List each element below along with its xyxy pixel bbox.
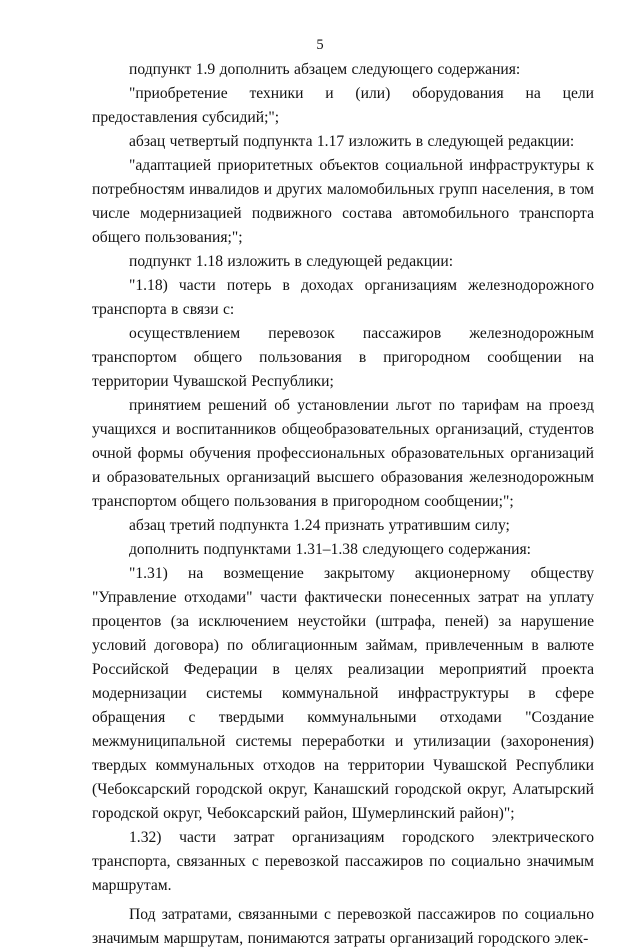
paragraph-1: подпункт 1.9 дополнить абзацем следующего содержания: [129, 61, 521, 78]
document-body [92, 58, 594, 951]
paragraph-13: Под затратами, связанными с перевозкой пассажиров по социально значимым маршрутам, понимаются затраты организаций городского элек- [92, 906, 594, 947]
paragraph-8: принятием решений об установлении льгот по тарифам на проезд учащихся и воспитанников общеобразовательных организаций, студентов очной формы обучения профессиональных образовательных организаций и образовательных организаций высшего образования железнодорожным транспортом общего пользования в пригородном сообщении;"; [92, 397, 594, 510]
paragraph-3: абзац четвертый подпункта 1.17 изложить в следующей редакции: [129, 133, 575, 150]
paragraph-6: "1.18) части потерь в доходах организациям железнодорожного транспорта в связи с: [92, 277, 594, 318]
paragraph-11: "1.31) на возмещение закрытому акционерному обществу "Управление отходами" части фактически понесенных затрат на уплату процентов (за исключением неустойки (штрафа, пеней) за нарушение условий договора) по облигационным займам, привлеченным в валюте Российской Федерации в целях реализации мероприятий проекта модернизации системы коммунальной инфраструктуры в сфере обращения с твердыми коммунальными отходами "Создание межмуниципальной системы переработки и утилизации (захоронения) твердых коммунальных отходов на территории Чувашской Республики (Чебоксарский городской округ, Канашский городской округ, Алатырский городской округ, Чебоксарский район, Шумерлинский район)"; [92, 565, 594, 822]
paragraph-7: осуществлением перевозок пассажиров железнодорожным транспортом общего пользования в пригородном сообщении на территории Чувашской Республики; [92, 325, 594, 390]
paragraph-5: подпункт 1.18 изложить в следующей редакции: [129, 253, 454, 270]
paragraph-2: "приобретение техники и (или) оборудования на цели предоставления субсидий;"; [92, 85, 594, 126]
paragraph-4: "адаптацией приоритетных объектов социальной инфраструктуры к потребностям инвалидов и других маломобильных групп населения, в том числе модернизацией подвижного состава автомобильного транспорта общего пользования;"; [92, 157, 594, 246]
paragraph-12: 1.32) части затрат организациям городского электрического транспорта, связанных с перевозкой пассажиров по социально значимым маршрутам. [92, 829, 594, 894]
paragraph-9: абзац третий подпункта 1.24 признать утратившим силу; [129, 517, 510, 534]
paragraph-10: дополнить подпунктами 1.31–1.38 следующего содержания: [129, 541, 532, 558]
page-number: 5 [316, 37, 324, 53]
